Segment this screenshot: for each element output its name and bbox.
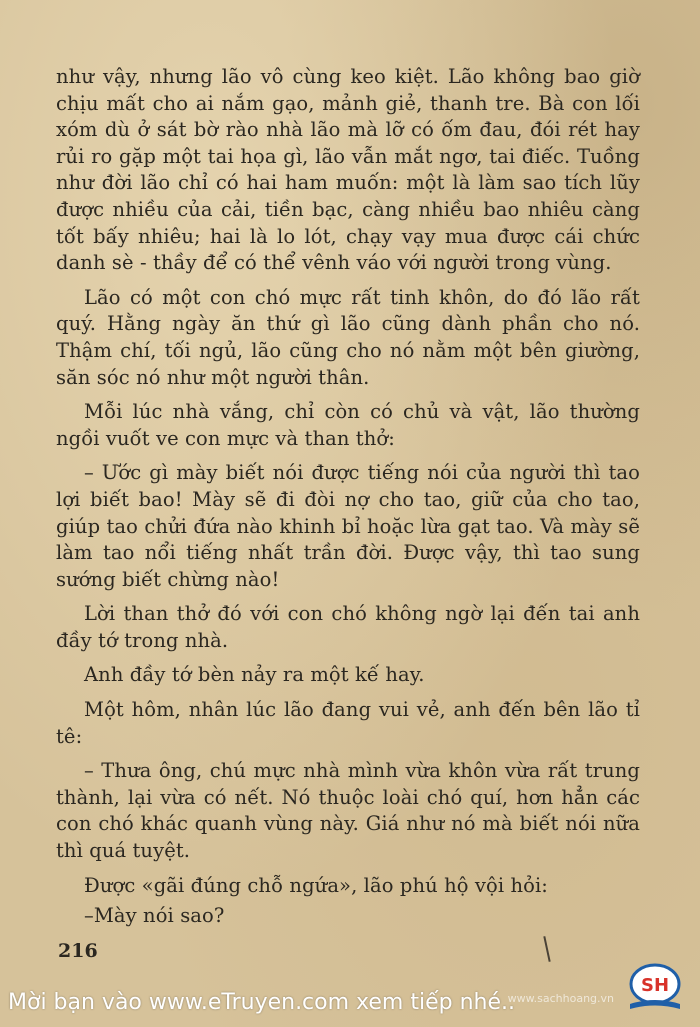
paragraph-6: Anh đầy tớ bèn nảy ra một kế hay. [84, 663, 425, 687]
pencil-mark [543, 936, 550, 962]
publisher-logo-icon [624, 962, 686, 1012]
paragraph-7: Một hôm, nhân lúc lão đang vui vẻ, anh đến bên lão tỉ tê: [56, 698, 640, 748]
watermark-url: www.sachhoang.vn [507, 992, 614, 1005]
logo-text: SH [640, 975, 670, 996]
paragraph-1: như vậy, nhưng lão vô cùng keo kiệt. Lão không bao giờ chịu mất cho ai nắm gạo, mảnh giẻ, thanh tre. Bà con lối xóm dù ở sát bờ rào nhà lão mà lỡ có ốm đau, đói rét hay rủi ro gặp một tai họa gì, lão vẫn mắt ngơ, tai điếc. Tuồng như đời lão chỉ có hai ham muốn: một là làm sao tích lũy được nhiều của cải, tiền bạc, càng nhiều bao nhiêu càng tốt bấy nhiêu; hai là lo lót, chạy vạy mua được cái chức danh sè - thầy để có thể vênh váo với người trong vùng. [56, 65, 640, 275]
paragraph-8: – Thưa ông, chú mực nhà mình vừa khôn vừa rất trung thành, lại vừa có nết. Nó thuộc loài chó quí, hơn hẳn các con chó khác quanh vùng này. Giá như nó mà biết nói nữa thì quá tuyệt. [56, 759, 640, 863]
paragraph-5: Lời than thở đó với con chó không ngờ lại đến tai anh đầy tớ trong nhà. [56, 602, 640, 652]
paragraph-3: Mỗi lúc nhà vắng, chỉ còn có chủ và vật, lão thường ngồi vuốt ve con mực và than thở: [56, 400, 640, 450]
paragraph-10: –Mày nói sao? [84, 904, 225, 928]
page-body-text [56, 64, 640, 938]
paragraph-9: Được «gãi đúng chỗ ngứa», lão phú hộ vội hỏi: [84, 873, 548, 897]
paragraph-4: – Ước gì mày biết nói được tiếng nói của người thì tao lợi biết bao! Mày sẽ đi đòi nợ cho tao, giữ của cho tao, giúp tao chửi đứa nào khinh bỉ hoặc lừa gạt tao. Và mày sẽ làm tao nổi tiếng nhất trần đời. Được vậy, thì tao sung sướng biết chừng nào! [56, 461, 640, 591]
paragraph-2: Lão có một con chó mực rất tinh khôn, do đó lão rất quý. Hằng ngày ăn thứ gì lão cũng dành phần cho nó. Thậm chí, tối ngủ, lão cũng cho nó nằm một bên giường, săn sóc nó như một người thân. [56, 285, 640, 389]
page-number: 216 [58, 940, 98, 962]
footer-banner[interactable]: Mời bạn vào www.eTruyen.com xem tiếp nhé.. [8, 990, 515, 1015]
